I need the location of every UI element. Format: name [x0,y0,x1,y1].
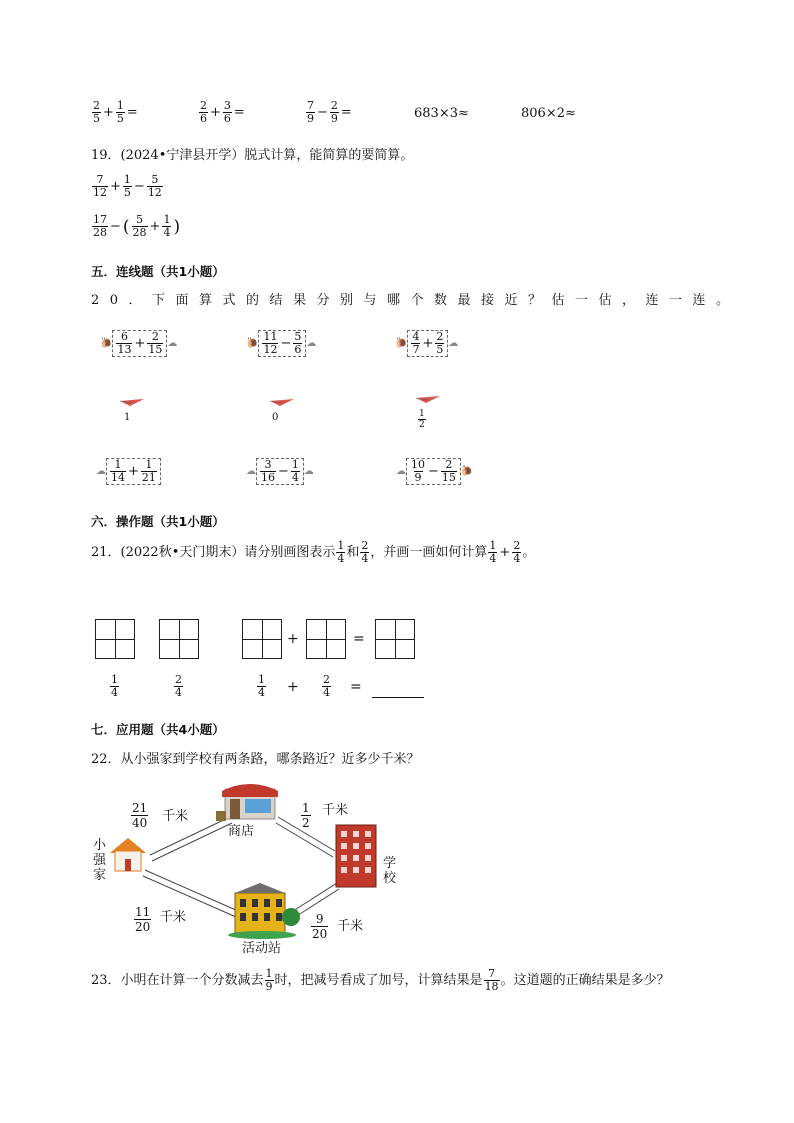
label-sum-a: $\frac{1}{4}$ [258,673,265,699]
calc-1: $\frac{2}{5}$ + $\frac{1}{5}$ = [93,99,138,125]
paper-plane-icon [414,395,442,405]
plus-sign: + [287,631,299,647]
answer-blank[interactable] [372,697,424,698]
snail-icon: 🐌 [100,338,113,349]
equals-sign: = [353,631,365,647]
q20-top-3: 🐌 $\frac{4}{7}$ + $\frac{2}{5}$ ☁ [395,330,459,356]
q20-target-2[interactable]: 0 [268,393,298,423]
label-quarter-2: $\frac{2}{4}$ [175,673,182,699]
q23-title: 23．小明在计算一个分数减去 $\frac{1}{9}$ 时，把减号看成了加号，计算结果是 $\frac{7}{18}$ 。这道题的正确结果是多少？ [91,967,670,993]
house-icon [110,838,146,871]
shop-label: 商店 [228,824,255,839]
grid-sum-a[interactable] [242,619,282,659]
school-building-icon [336,825,376,887]
cloud-icon: ☁ [303,466,314,477]
q20-bottom-1: ☁ $\frac{1}{14}$ + $\frac{1}{21}$ [96,458,161,485]
cloud-icon: ☁ [396,466,406,477]
q21-title: 21．(2022秋•天门期末）请分别画图表示 $\frac{1}{4}$ 和 $\frac{2}{4}$ ，并画一画如何计算 $\frac{1}{4}$ + $\frac{2}{4}$ 。 [91,539,536,565]
distance-home-activity: $\frac{11}{20}$ [135,905,151,934]
q20-top-1: 🐌 $\frac{6}{13}$ + $\frac{2}{15}$ ☁ [100,330,178,356]
distance-activity-school: $\frac{9}{20}$ [312,912,328,941]
q20-title: 20．下面算式的结果分别与哪个数最接近？估一估，连一连。 [91,293,740,308]
calc-2: $\frac{2}{6}$ + $\frac{3}{6}$ = [200,99,245,125]
paper-plane-icon [118,398,146,408]
activity-label: 活动站 [242,941,282,956]
q20-bottom-3: ☁ $\frac{10}{9}$ − $\frac{2}{15}$ 🐌 [396,458,474,484]
cloud-icon: ☁ [167,338,178,349]
home-label: 小 强 家 [93,838,107,883]
q20-bottom-2: ☁ $\frac{3}{16}$ − $\frac{1}{4}$ ☁ [246,458,314,484]
label-equals: = [350,679,362,695]
section-6-heading: 六．操作题（共1小题） [91,514,225,529]
q20-top-2: 🐌 $\frac{11}{12}$ − $\frac{5}{6}$ ☁ [246,330,317,356]
unit-label-3: 千米 [160,910,187,925]
q19-title: 19．(2024•宁津县开学）脱式计算，能简算的要简算。 [91,148,414,163]
q20-target-3[interactable]: $\frac{1}{2}$ [414,390,446,430]
unit-label-2: 千米 [322,803,349,818]
cloud-icon: ☁ [246,466,256,477]
distance-shop-school: $\frac{1}{2}$ [302,801,310,830]
distance-home-shop: $\frac{21}{40}$ [132,801,148,830]
calc-4: 683×3≈ [414,106,469,121]
q19-expr-2: $\frac{17}{28}$ − ( $\frac{5}{28}$ + $\frac{1}{4}$ ) [93,213,181,239]
q20-target-1[interactable]: 1 [118,393,148,423]
shop-icon [216,784,278,821]
unit-label-1: 千米 [162,809,189,824]
section-5-heading: 五．连线题（共1小题） [91,264,225,279]
q19-expr-1: $\frac{7}{12}$ + $\frac{1}{5}$ − $\frac{5}{12}$ [93,173,162,199]
grid-sum-b[interactable] [306,619,346,659]
label-quarter-1: $\frac{1}{4}$ [111,673,118,699]
snail-icon: 🐌 [246,338,259,349]
grid-quarter-1[interactable] [95,619,135,659]
school-label: 学 校 [383,856,397,886]
paper-plane-icon [268,398,296,408]
snail-icon: 🐌 [460,466,474,477]
section-7-heading: 七．应用题（共4小题） [91,722,225,737]
activity-station-icon [228,883,300,939]
cloud-icon: ☁ [306,338,317,349]
cloud-icon: ☁ [96,466,106,477]
grid-quarter-2[interactable] [159,619,199,659]
cloud-icon: ☁ [448,338,459,349]
grid-sum-result[interactable] [375,619,415,659]
q22-title: 22．从小强家到学校有两条路，哪条路近？近多少千米？ [91,752,420,767]
label-sum-b: $\frac{2}{4}$ [323,673,330,699]
unit-label-4: 千米 [337,919,364,934]
snail-icon: 🐌 [395,338,408,349]
calc-5: 806×2≈ [521,106,576,121]
calc-3: $\frac{7}{9}$ − $\frac{2}{9}$ = [307,99,352,125]
label-plus: + [287,679,299,695]
